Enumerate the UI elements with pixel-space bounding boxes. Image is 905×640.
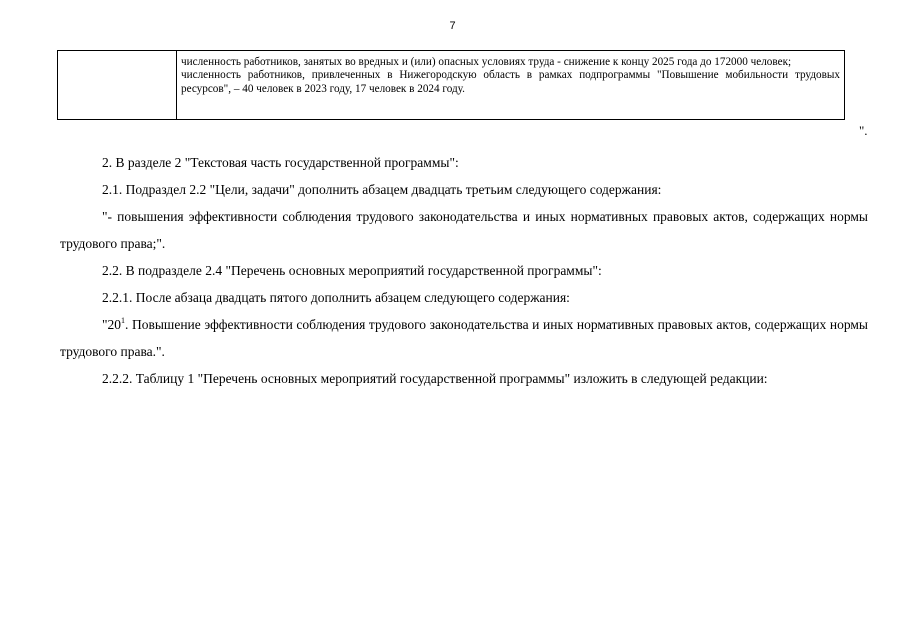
- paragraph-2-2-2: 2.2.2. Таблицу 1 "Перечень основных мероприятий государственной программы" изложить в следующей редакции:: [102, 371, 768, 386]
- document-body: [60, 149, 868, 392]
- table-cell-empty: [58, 51, 177, 119]
- quote-2-rest: . Повышение эффективности соблюдения трудового законодательства и иных нормативных правовых актов, содержащих нормы трудового права.".: [60, 317, 868, 359]
- quote-2-superscript: 1: [121, 316, 126, 325]
- paragraph-quote-2: [60, 311, 868, 365]
- indicator-table: [57, 50, 845, 120]
- table-text-line-1: численность работников, занятых во вредных и (или) опасных условиях труда - снижение к концу 2025 года до 172000 человек;: [181, 56, 792, 68]
- paragraph-2-1: 2.1. Подраздел 2.2 "Цели, задачи" дополнить абзацем двадцать третьим следующего содержания:: [102, 182, 662, 197]
- table-text-line-2: численность работников, привлеченных в Нижегородскую область в рамках подпрограммы "Повышение мобильности трудовых ресурсов", – 40 человек в 2023 году, 17 человек в 2024 году.: [181, 69, 840, 95]
- table-cell-text: [177, 51, 844, 119]
- page-number: 7: [449, 20, 456, 32]
- quote-2-prefix: "20: [102, 317, 122, 332]
- paragraph-section-2: 2. В разделе 2 "Текстовая часть государственной программы":: [102, 155, 459, 170]
- paragraph-2-2-1: 2.2.1. После абзаца двадцать пятого дополнить абзацем следующего содержания:: [102, 290, 570, 305]
- paragraph-quote-1: "- повышения эффективности соблюдения трудового законодательства и иных нормативных правовых актов, содержащих нормы трудового права;".: [60, 209, 868, 251]
- closing-quote: ".: [859, 123, 868, 138]
- paragraph-2-2: 2.2. В подразделе 2.4 "Перечень основных мероприятий государственной программы":: [102, 263, 602, 278]
